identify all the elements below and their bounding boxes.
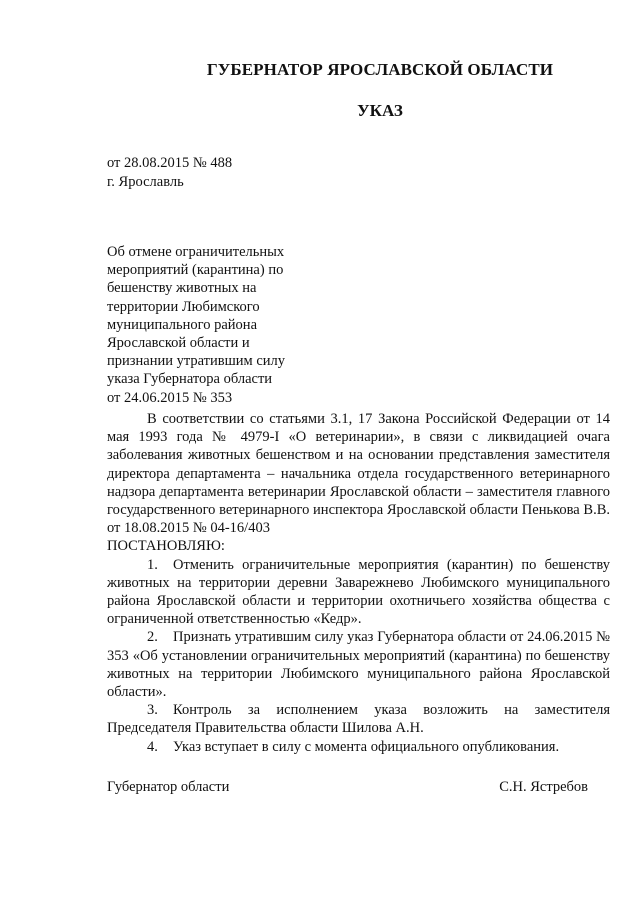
subject-line: указа Губернатора области	[107, 371, 273, 388]
document-meta	[107, 154, 232, 192]
subject-line: муниципального района	[107, 316, 257, 333]
order-item	[107, 738, 610, 756]
item-number: 4.	[147, 738, 158, 755]
document-type-title: УКАЗ	[357, 101, 403, 120]
document-subject	[107, 243, 307, 407]
order-item	[107, 701, 610, 737]
signatory-name: С.Н. Ястребов	[499, 779, 588, 795]
item-number: 2.	[147, 629, 158, 646]
subject-line: Об отмене ограничительных	[107, 244, 285, 260]
subject-line: мероприятий (карантина) по	[107, 262, 284, 279]
preamble-paragraph: В соответствии со статьями 3.1, 17 Закона Российской Федерации от 14 мая 1993 года № 4979-I «О ветеринарии», в связи с ликвидацией очага заболевания животных бешенством и на основании представления заместителя директора департамента – начальника отдела государственного ветеринарного надзора департамента ветеринарии Ярославской области – заместителя главного государственного ветеринарного инспектора Ярославской области Пенькова В.В. от 18.08.2015 № 04-16/403	[107, 411, 610, 537]
subject-line: признании утратившим силу	[107, 353, 286, 370]
subject-line: Ярославской области и	[107, 335, 250, 352]
subject-line: бешенству животных на	[107, 280, 257, 297]
item-number: 3.	[147, 702, 158, 719]
subject-line: от 24.06.2015 № 353	[107, 389, 233, 406]
item-text: Контроль за исполнением указа возложить на заместителя Председателя Правительства области Шилова А.Н.	[107, 702, 610, 737]
order-item	[107, 628, 610, 701]
item-text: Указ вступает в силу с момента официального опубликования.	[173, 738, 560, 755]
resolve-heading: ПОСТАНОВЛЯЮ:	[107, 538, 225, 555]
order-item	[107, 556, 610, 629]
item-text: Отменить ограничительные мероприятия (карантин) по бешенству животных на территории деревни Заварежнево Любимского муниципального района Ярославской области и территории охотничьего хозяйства общества с ограниченной ответственностью «Кедр».	[107, 556, 610, 628]
signatory-position: Губернатор области	[107, 779, 230, 795]
document-body	[107, 410, 610, 756]
date-and-number: от 28.08.2015 № 488	[107, 155, 233, 171]
subject-line: территории Любимского	[107, 298, 260, 315]
city: г. Ярославль	[107, 174, 184, 190]
item-text: Признать утратившим силу указ Губернатора области от 24.06.2015 № 353 «Об установлении ограничительных мероприятий (карантина) по бешенству животных на территории Любимского муниципального района Ярославской области».	[107, 629, 610, 701]
item-number: 1.	[147, 556, 158, 573]
issuing-authority-title: ГУБЕРНАТОР ЯРОСЛАВСКОЙ ОБЛАСТИ	[206, 60, 554, 79]
